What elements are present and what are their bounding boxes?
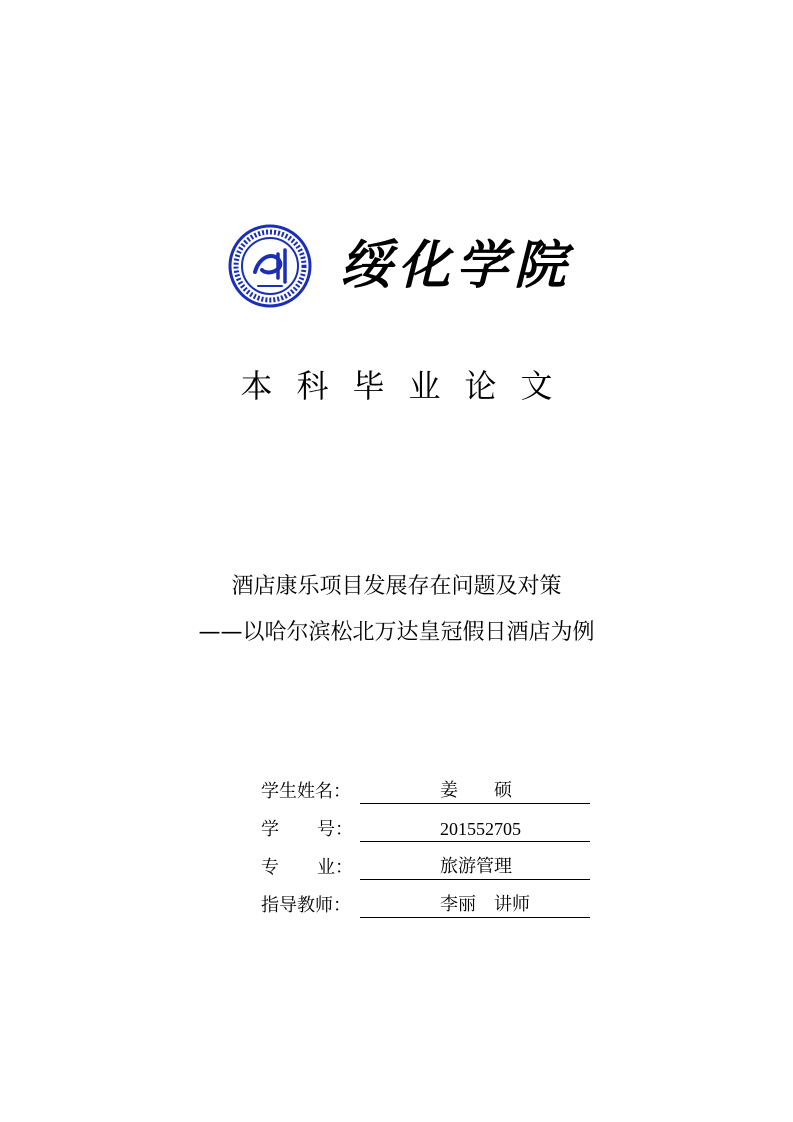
school-seal-logo: [228, 224, 312, 308]
school-name: 绥化学院: [340, 235, 573, 296]
student-name-label: 学生姓名：: [261, 781, 351, 802]
thesis-title: 酒店康乐项目发展存在问题及对策: [231, 574, 562, 599]
student-name-field: [360, 778, 590, 804]
major-field: [360, 854, 590, 880]
student-name-row: [261, 778, 593, 808]
student-id-label: [261, 816, 353, 844]
student-id-row: [261, 816, 593, 846]
advisor-row: [261, 892, 593, 922]
major-label-b: 业：: [317, 857, 353, 878]
thesis-subtitle: ——以哈尔滨松北万达皇冠假日酒店为例: [198, 620, 595, 645]
major-row: [261, 854, 593, 884]
advisor-value: 李丽 讲师: [440, 894, 530, 915]
school-header: [228, 224, 573, 308]
major-value: 旅游管理: [440, 856, 512, 877]
advisor-label: 指导教师：: [261, 895, 351, 916]
document-type: 本科毕业论文: [240, 367, 577, 405]
major-label: [261, 854, 353, 882]
student-name-value: 姜 硕: [440, 780, 512, 801]
student-id-field: [360, 816, 590, 842]
student-id-label-a: 学: [261, 819, 279, 840]
advisor-field: [360, 892, 590, 918]
major-label-a: 专: [261, 857, 279, 878]
student-id-label-b: 号：: [317, 819, 353, 840]
student-id-value: 201552705: [440, 819, 521, 839]
info-block: [261, 778, 593, 930]
